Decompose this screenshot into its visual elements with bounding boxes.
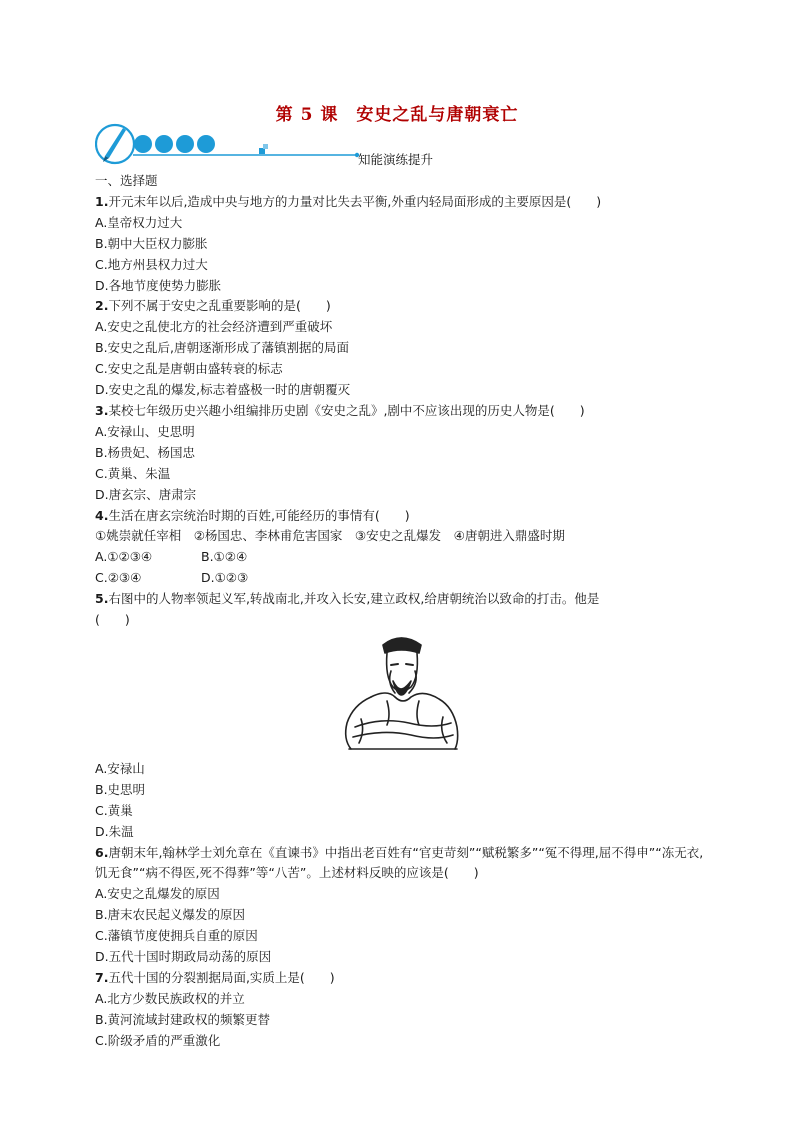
option: A.安禄山: [95, 760, 145, 776]
section-banner-label: 知能演练提升: [358, 152, 434, 167]
option: A.安禄山、史思明: [95, 423, 195, 439]
question-1: 1.开元末年以后,造成中央与地方的力量对比失去平衡,外重内轻局面形成的主要原因是( ): [95, 193, 602, 209]
option: C.黄巢: [95, 802, 133, 818]
option: A.安史之乱使北方的社会经济遭到严重破坏: [95, 319, 333, 335]
option: B.唐末农民起义爆发的原因: [95, 907, 246, 923]
question-5-blank: ( ): [95, 612, 130, 628]
option: A.皇帝权力过大: [95, 214, 183, 230]
option: D.①②③: [201, 570, 249, 586]
option: A.①②③④: [95, 549, 153, 565]
question-5: 5.右图中的人物率领起义军,转战南北,并攻入长安,建立政权,给唐朝统治以致命的打击。他是: [95, 591, 600, 607]
portrait-drawing: [331, 631, 471, 753]
option: B.黄河流域封建政权的频繁更替: [95, 1011, 271, 1027]
option: C.地方州县权力过大: [95, 256, 208, 272]
question-4: 4.生活在唐玄宗统治时期的百姓,可能经历的事情有( ): [95, 507, 410, 523]
squares-decoration: [259, 144, 268, 154]
option-row: [95, 547, 707, 568]
option: C.②③④: [95, 570, 142, 586]
option: A.安史之乱爆发的原因: [95, 886, 220, 902]
option: B.安史之乱后,唐朝逐渐形成了藩镇割据的局面: [95, 340, 350, 356]
question-7: 7.五代十国的分裂割据局面,实质上是( ): [95, 970, 335, 985]
option: B.史思明: [95, 781, 146, 797]
option: D.五代十国时期政局动荡的原因: [95, 949, 272, 965]
pen-icon: [96, 125, 134, 163]
option: C.藩镇节度使拥兵自重的原因: [95, 928, 258, 944]
option: D.安史之乱的爆发,标志着盛极一时的唐朝覆灭: [95, 382, 351, 398]
question-3: 3.某校七年级历史兴趣小组编排历史剧《安史之乱》,剧中不应该出现的历史人物是( ): [95, 402, 585, 418]
option: B.朝中大臣权力膨胀: [95, 235, 208, 251]
question-2: 2.下列不属于安史之乱重要影响的是( ): [95, 298, 331, 314]
question-content: [95, 171, 707, 1052]
section-heading: 一、选择题: [95, 173, 158, 188]
question-6: 6.唐朝末年,翰林学士刘允章在《直谏书》中指出老百姓有“官吏苛刻”“赋税繁多”“冤不得理,屈不得申”“冻无衣,饥无食”“病不得医,死不得葬”等“八苦”。上述材料反映的应该是( ): [95, 844, 704, 881]
option: D.朱温: [95, 823, 134, 839]
option: B.杨贵妃、杨国忠: [95, 444, 196, 460]
option: D.唐玄宗、唐肃宗: [95, 486, 197, 502]
historical-figure-illustration: [95, 631, 707, 759]
question-4-items: ①姚崇就任宰相 ②杨国忠、李林甫危害国家 ③安史之乱爆发 ④唐朝进入鼎盛时期: [95, 528, 565, 544]
page-title: 第 5 课 安史之乱与唐朝衰亡: [275, 105, 519, 125]
option: D.各地节度使势力膨胀: [95, 277, 222, 293]
option: C.阶级矛盾的严重激化: [95, 1032, 221, 1048]
option: C.黄巢、朱温: [95, 465, 171, 481]
option-row: [95, 568, 707, 589]
option: C.安史之乱是唐朝由盛转衰的标志: [95, 361, 283, 377]
option: A.北方少数民族政权的并立: [95, 990, 245, 1006]
option: B.①②④: [201, 549, 248, 565]
dots-decoration: [134, 135, 215, 153]
